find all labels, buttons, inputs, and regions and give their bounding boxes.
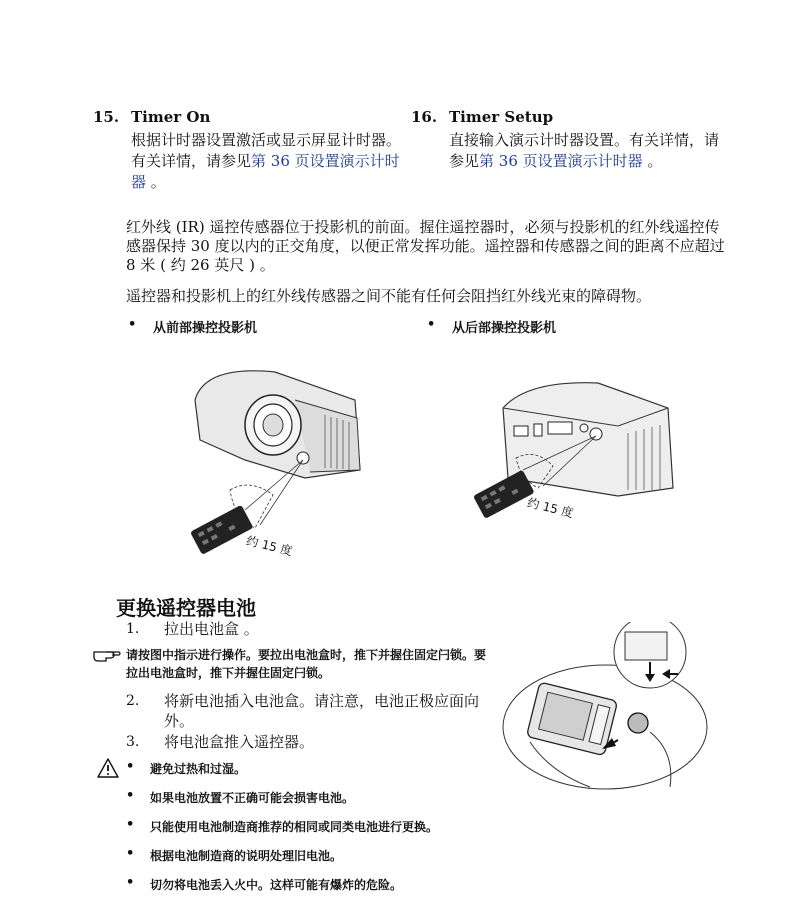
ir-sensor-paragraph: 红外线 (IR) 遥控传感器位于投影机的前面。握住遥控器时，必须与投影机的红外线遥控传感器保持 30 度以内的正交角度，以便正常发挥功能。遥控器和传感器之间的距离不应超过 8 米 ( 约 26 英尺 ) 。 bbox=[126, 218, 725, 274]
step-1-text: 拉出电池盒 。 bbox=[164, 620, 259, 638]
item-16-text: 直接输入演示计时器设置。有关详情，请参见 bbox=[449, 131, 720, 170]
bullet-dot: • bbox=[126, 759, 135, 774]
item-16-number: 16. bbox=[411, 108, 438, 126]
battery-section-heading: 更换遥控器电池 bbox=[116, 596, 256, 620]
item-16-body bbox=[449, 130, 721, 172]
warning-item: 根据电池制造商的说明处理旧电池。 bbox=[150, 849, 343, 863]
warning-icon bbox=[96, 757, 120, 779]
bullet-dot: • bbox=[126, 846, 135, 861]
pointing-hand-icon bbox=[92, 646, 122, 664]
bullet-dot: • bbox=[427, 317, 436, 332]
operate-rear-label: 从后部操控投影机 bbox=[452, 321, 557, 336]
step-2-number: 2. bbox=[126, 693, 140, 709]
warning-item: 避免过热和过湿。 bbox=[150, 762, 247, 776]
battery-note: 请按图中指示进行操作。要拉出电池盒时，推下并握住固定闩锁。要拉出电池盒时，推下并握住固定闩锁。 bbox=[126, 648, 487, 680]
battery-replacement-illustration bbox=[500, 622, 720, 800]
step-3-text: 将电池盒推入遥控器。 bbox=[164, 733, 315, 751]
bullet-dot: • bbox=[128, 317, 137, 332]
warning-item: 只能使用电池制造商推荐的相同或同类电池进行更换。 bbox=[150, 820, 439, 834]
warning-item: 如果电池放置不正确可能会损害电池。 bbox=[150, 791, 355, 805]
bullet-dot: • bbox=[126, 817, 135, 832]
operate-front-label: 从前部操控投影机 bbox=[153, 321, 258, 336]
rear-angle-label: 约 15 度 bbox=[525, 495, 575, 521]
item-16-link[interactable]: 第 36 页设置演示计时器 bbox=[479, 152, 643, 170]
front-angle-label: 约 15 度 bbox=[244, 533, 294, 559]
obstacle-paragraph: 遥控器和投影机上的红外线传感器之间不能有任何会阻挡红外线光束的障碍物。 bbox=[126, 287, 652, 305]
item-15-body bbox=[131, 130, 403, 193]
item-15-title: Timer On bbox=[131, 108, 211, 126]
bullet-dot: • bbox=[126, 788, 135, 803]
step-3-number: 3. bbox=[126, 734, 140, 750]
front-projector-illustration bbox=[185, 360, 385, 570]
warning-item: 切勿将电池丢入火中。这样可能有爆炸的危险。 bbox=[150, 878, 403, 892]
item-15-number: 15. bbox=[93, 108, 120, 126]
item-16-tail: 。 bbox=[642, 152, 663, 170]
step-2-text: 将新电池插入电池盒。请注意，电池正极应面向外。 bbox=[164, 692, 480, 730]
bullet-dot: • bbox=[126, 875, 135, 890]
step-1-number: 1. bbox=[126, 621, 140, 637]
item-15-text: 根据计时器设置激活或显示屏显计时器。有关详情，请参见 bbox=[131, 131, 402, 170]
item-15-tail: 。 bbox=[146, 173, 166, 191]
item-15-link[interactable]: 第 36 页设置演示计时器 bbox=[131, 152, 400, 191]
item-16-title: Timer Setup bbox=[449, 108, 554, 126]
